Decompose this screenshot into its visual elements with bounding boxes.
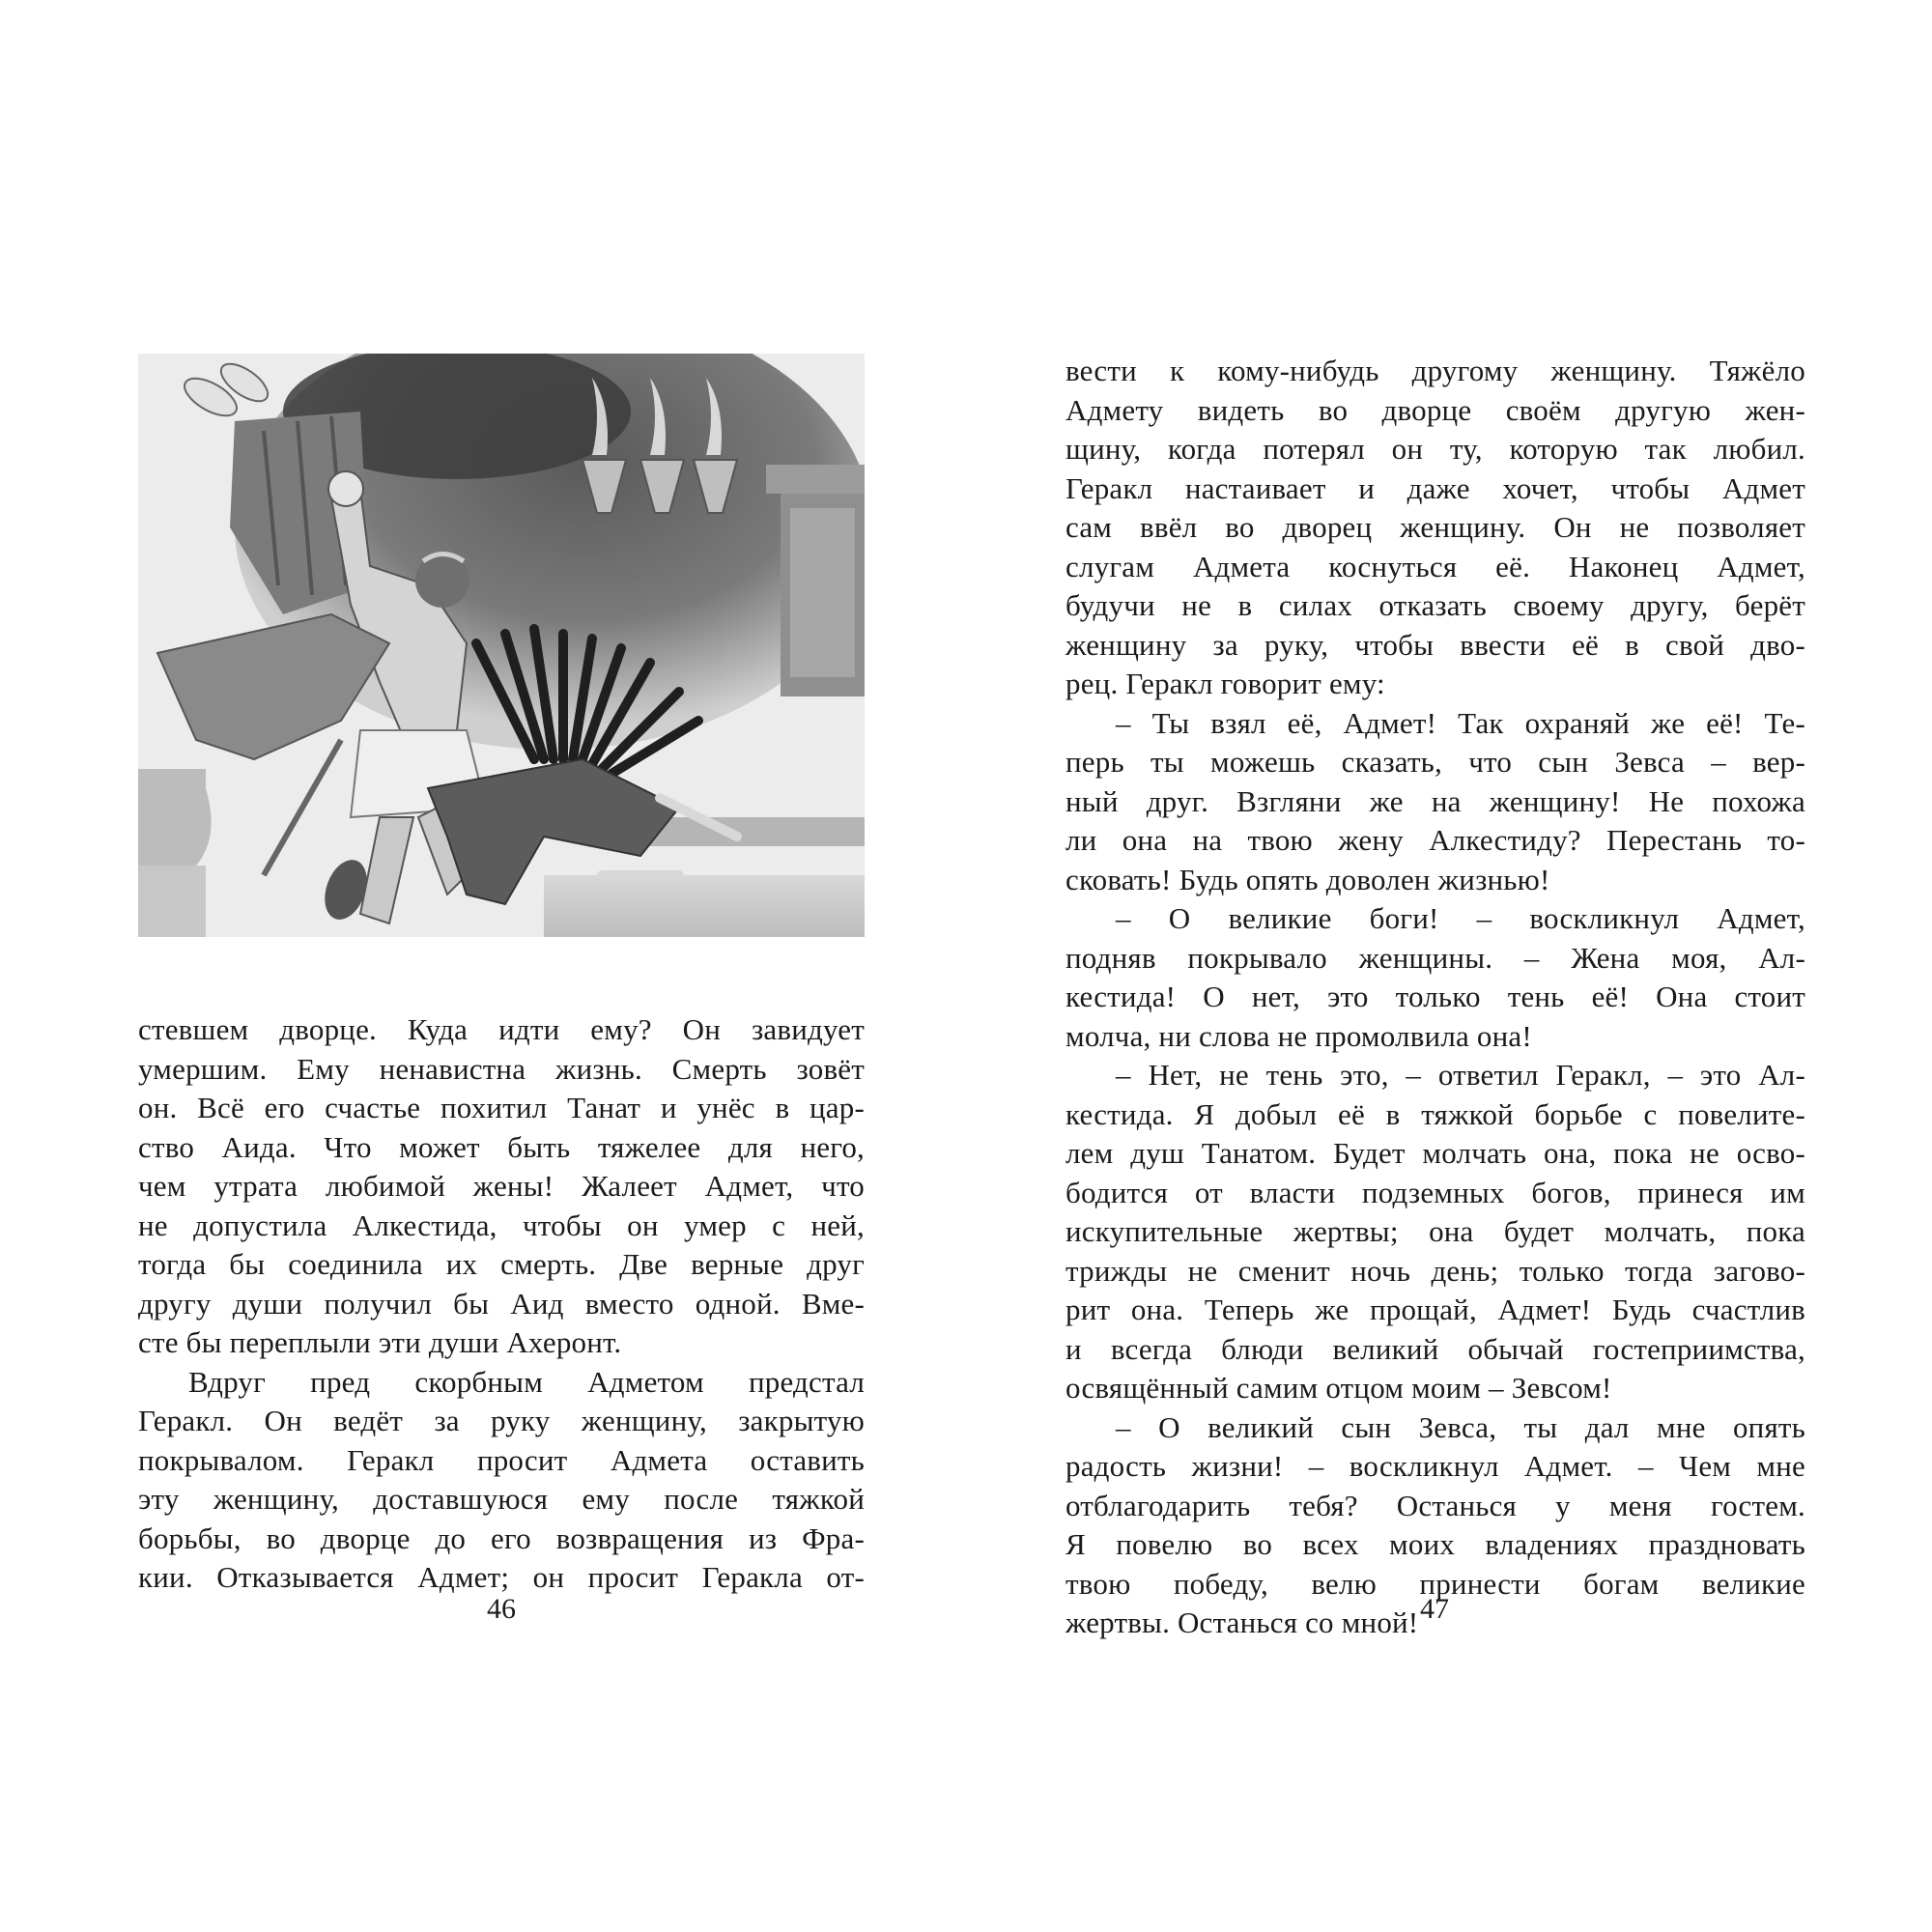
- text-line: Геракл настаивает и даже хочет, чтобы Адмет: [1065, 470, 1805, 505]
- text-line: перь ты можешь сказать, что сын Зевса – вер-: [1065, 745, 1805, 779]
- text-line: умершим. Ему ненавистна жизнь. Смерть зовёт: [138, 1051, 865, 1086]
- text-line: Я повелю во всех моих владениях праздновать: [1065, 1527, 1805, 1561]
- text-line: женщину за руку, чтобы ввести её в свой дво-: [1065, 627, 1805, 662]
- text-line: эту женщину, доставшуюся ему после тяжкой: [138, 1482, 865, 1516]
- text-line: не допустила Алкестида, чтобы он умер с ней,: [138, 1208, 865, 1242]
- text-line: и всегда блюди великий обычай гостеприимства,: [1065, 1331, 1805, 1366]
- text-line: он. Всё его счастье похитил Танат и унёс в цар-: [138, 1091, 865, 1124]
- text-line: борьбы, во дворце до его возвращения из Фра-: [138, 1520, 865, 1555]
- text-line: кестида. Я добыл её в тяжкой борьбе с повелите-: [1065, 1096, 1805, 1131]
- text-line: Вдруг пред скорбным Адметом предстал: [188, 1364, 865, 1399]
- text-line: жертвы. Останься со мной!: [1065, 1605, 1419, 1639]
- text-line: Адмету видеть во дворце своём другую жен-: [1065, 392, 1805, 427]
- text-line: подняв покрывало женщины. – Жена моя, Ал-: [1065, 940, 1805, 975]
- page-number-right: 47: [1420, 1593, 1449, 1625]
- text-line: освящённый самим отцом моим – Зевсом!: [1065, 1371, 1612, 1405]
- text-line: чем утрата любимой жены! Жалеет Адмет, что: [138, 1169, 865, 1203]
- text-line: слугам Адмета коснуться её. Наконец Адмет,: [1065, 549, 1805, 583]
- text-line: другу души получил бы Аид вместо одной. Вме-: [138, 1286, 865, 1321]
- text-line: бодится от власти подземных богов, принеся им: [1065, 1175, 1805, 1209]
- text-line: вести к кому-нибудь другому женщину. Тяжёло: [1065, 354, 1805, 387]
- text-line: трижды не сменит ночь день; только тогда загово-: [1065, 1253, 1805, 1288]
- right-page-text: [1065, 352, 1805, 1643]
- text-line: сте бы переплыли эти души Ахеронт.: [138, 1325, 622, 1359]
- text-line: ли она на твою жену Алкестиду? Перестань то-: [1065, 823, 1805, 857]
- text-line: радость жизни! – воскликнул Адмет. – Чем мне: [1065, 1449, 1805, 1483]
- text-line: отблагодарить тебя? Останься у меня гостем.: [1065, 1488, 1805, 1522]
- text-line: – О великий сын Зевса, ты дал мне опять: [1116, 1409, 1805, 1444]
- text-line: – О великие боги! – воскликнул Адмет,: [1116, 901, 1805, 935]
- text-line: ный друг. Взгляни же на женщину! Не похожа: [1065, 783, 1805, 818]
- text-line: ство Аида. Что может быть тяжелее для него,: [138, 1129, 865, 1164]
- illustration-heracles-thanatos: [138, 354, 865, 937]
- text-line: кии. Отказывается Адмет; он просит Геракла от-: [138, 1560, 865, 1594]
- text-line: кестида! О нет, это только тень её! Она стоит: [1065, 980, 1805, 1013]
- text-line: твою победу, велю принести богам великие: [1065, 1566, 1805, 1601]
- text-line: – Ты взял её, Адмет! Так охраняй же её! Те-: [1116, 705, 1805, 740]
- text-line: рец. Геракл говорит ему:: [1065, 667, 1385, 700]
- text-line: тогда бы соединила их смерть. Две верные друг: [138, 1247, 865, 1281]
- text-line: молча, ни слова не промолвила она!: [1065, 1018, 1532, 1053]
- page-number-left: 46: [487, 1593, 516, 1625]
- illustration-icon: [138, 354, 865, 937]
- text-line: – Нет, не тень это, – ответил Геракл, – это Ал-: [1116, 1058, 1805, 1092]
- text-line: рит она. Теперь же прощай, Адмет! Будь счастлив: [1065, 1293, 1805, 1326]
- text-line: сам ввёл во дворец женщину. Он не позволяет: [1065, 510, 1805, 544]
- text-line: сковать! Будь опять доволен жизнью!: [1065, 862, 1550, 896]
- text-line: щину, когда потерял он ту, которую так любил.: [1065, 432, 1805, 466]
- text-line: покрывалом. Геракл просит Адмета оставить: [138, 1442, 865, 1477]
- text-line: искупительные жертвы; она будет молчать, пока: [1065, 1214, 1805, 1248]
- text-line: стевшем дворце. Куда идти ему? Он завидует: [138, 1012, 865, 1046]
- text-line: Геракл. Он ведёт за руку женщину, закрытую: [138, 1404, 865, 1437]
- left-page-text: [138, 1010, 865, 1598]
- text-line: будучи не в силах отказать своему другу, берёт: [1065, 588, 1805, 622]
- text-line: лем душ Танатом. Будет молчать она, пока не осво-: [1065, 1136, 1805, 1170]
